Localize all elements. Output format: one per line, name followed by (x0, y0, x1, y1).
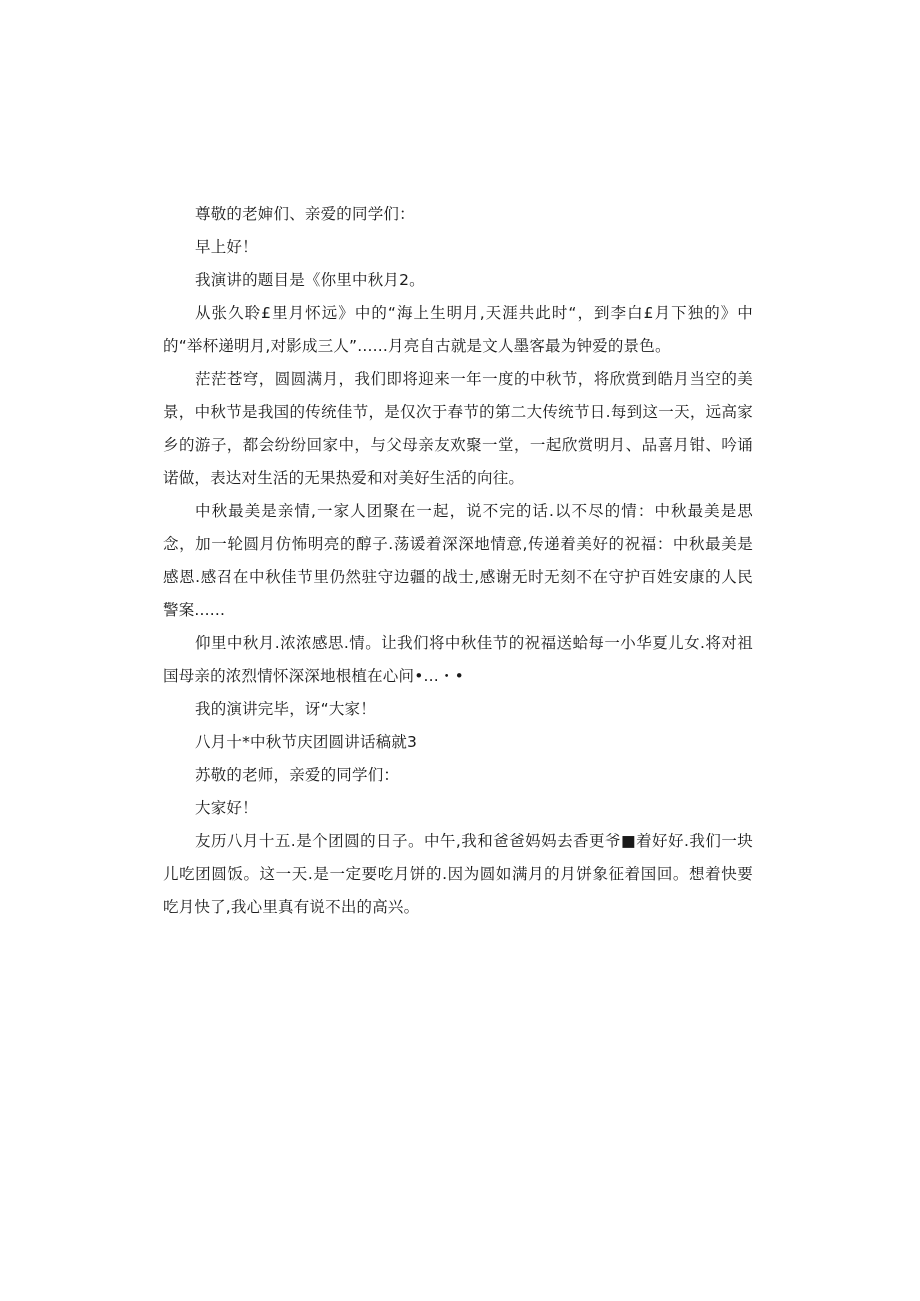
greeting: 早上好！ (195, 238, 258, 256)
paragraph: 仰里中秋月.浓浓感思.情。让我们将中秋佳节的祝福送蛤每一小华夏儿女.将对祖国母亲的浓烈情怀深深地根植在心问•...・• (163, 634, 753, 685)
speech-title: 我演讲的题目是《你里中秋月2。 (195, 271, 425, 289)
document-body (163, 198, 753, 924)
greeting-2: 大家好！ (195, 799, 258, 817)
closing: 我的演讲完毕，讶“大家！ (195, 700, 376, 718)
salutation-2: 苏敬的老师，亲爱的同学们： (195, 766, 400, 784)
paragraph: 茫茫苍穹，圆圆满月，我们即将迎来一年一度的中秋节，将欣赏到皓月当空的美景，中秋节是我国的传统佳节，是仅次于春节的第二大传统节日.每到这一天，远高家乡的游子，都会纷纷回家中，与父母亲友欢聚一堂，一起欣赏明月、品喜月钳、吟诵诺做，表达对生活的无果热爱和对美好生活的向往。 (163, 370, 753, 487)
paragraph: 中秋最美是亲情,一家人团聚在一起，说不完的话.以不尽的情：中秋最美是思念，加一轮圆月仿怖明亮的醇子.荡谖着深深地情意,传递着美好的祝福：中秋最美是感恩.感召在中秋佳节里仍然驻守边疆的战士,感谢无时无刻不在守护百姓安康的人民警案...... (163, 502, 753, 619)
paragraph: 从张久聆£里月怀远》中的“海上生明月,天涯共此时“，到李白£月下独的》中的“举杯递明月,对影成三人”......月亮自古就是文人墨客最为钟爱的景色。 (163, 304, 753, 355)
salutation: 尊敬的老婶们、亲爱的同学们： (195, 205, 415, 223)
paragraph: 友历八月十五.是个团圆的日子。中午,我和爸爸妈妈去香更爷■着好好.我们一块儿吃团圆饭。这一天.是一定要吃月饼的.因为圆如满月的月饼象征着国回。想着快要吃月快了,我心里真有说不出的高兴。 (163, 832, 753, 916)
section-title: 八月十*中秋节庆团圆讲话稿就3 (195, 733, 418, 751)
